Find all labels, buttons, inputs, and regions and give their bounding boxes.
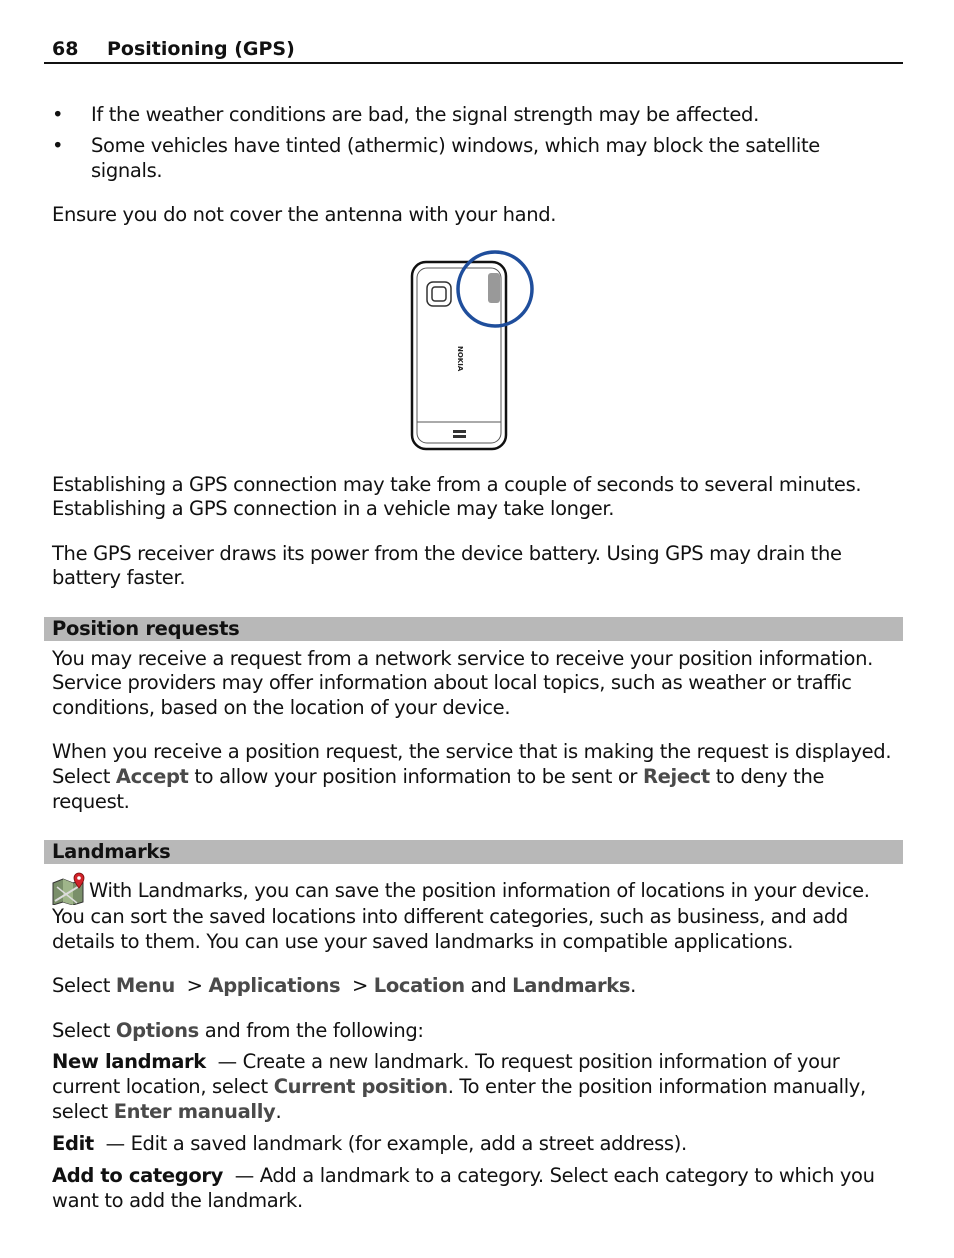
power-line-2: battery faster. <box>52 566 186 589</box>
accept-option: Accept <box>115 765 189 788</box>
applications-option: Applications <box>208 974 341 997</box>
establish-line-2: Establishing a GPS connection in a vehicle may take longer. <box>52 497 615 520</box>
new-landmark-line-2: current location, select Current position. To enter the position information manually, <box>52 1075 866 1098</box>
establish-line-1: Establishing a GPS connection may take from a couple of seconds to several minutes. <box>52 473 862 496</box>
new-landmark-term: New landmark <box>52 1050 206 1073</box>
options-option: Options <box>115 1019 199 1042</box>
bullet-vehicles: Some vehicles have tinted (athermic) windows, which may block the satellite <box>91 134 820 157</box>
reject-option: Reject <box>642 765 710 788</box>
landmarks-p1-line-3: details to them. You can use your saved landmarks in compatible applications. <box>52 930 794 953</box>
section-position-requests <box>44 617 903 641</box>
location-option: Location <box>373 974 465 997</box>
landmarks-icon <box>52 871 86 905</box>
bullet-weather: If the weather conditions are bad, the signal strength may be affected. <box>91 103 759 126</box>
position-p1-line-1: You may receive a request from a network service to receive your position information. <box>52 647 873 670</box>
bullet-marker: • <box>52 103 64 126</box>
position-p1-line-3: conditions, based on the location of your device. <box>52 696 511 719</box>
phone-brand-label: NOKIA <box>456 346 464 372</box>
new-landmark-line-3: select Enter manually. <box>52 1100 282 1123</box>
position-p1-line-2: Service providers may offer information about local topics, such as weather or traffic <box>52 671 852 694</box>
edit-term: Edit <box>52 1132 94 1155</box>
add-category-line-2: want to add the landmark. <box>52 1189 303 1212</box>
new-landmark-line-1: New landmark — Create a new landmark. To request position information of your <box>52 1050 840 1073</box>
page-number: 68 <box>52 38 79 60</box>
position-p2-line-1: When you receive a position request, the service that is making the request is displayed. <box>52 740 892 763</box>
landmarks-p1-line-1: With Landmarks, you can save the position information of locations in your device. <box>89 879 870 902</box>
page-header <box>44 36 903 64</box>
landmarks-p1-line-2: You can sort the saved locations into different categories, such as business, and add <box>52 905 848 928</box>
navigation-path: Select Menu > Applications > Location and Landmarks. <box>52 974 636 997</box>
edit-line: Edit — Edit a saved landmark (for example, add a street address). <box>52 1132 687 1155</box>
landmarks-option: Landmarks <box>512 974 631 997</box>
bullet-vehicles-cont: signals. <box>91 159 163 182</box>
add-to-category-term: Add to category <box>52 1164 224 1187</box>
enter-manually-option: Enter manually <box>113 1100 276 1123</box>
bullet-marker: • <box>52 134 64 157</box>
position-p2-line-2: Select Accept to allow your position information to be sent or Reject to deny the <box>52 765 825 788</box>
phone-back-illustration <box>404 246 544 456</box>
menu-option: Menu <box>115 974 175 997</box>
section-title: Position requests <box>52 617 240 640</box>
options-line: Select Options and from the following: <box>52 1019 424 1042</box>
section-title: Landmarks <box>52 840 171 863</box>
position-p2-line-3: request. <box>52 790 130 813</box>
antenna-note: Ensure you do not cover the antenna with your hand. <box>52 203 557 226</box>
power-line-1: The GPS receiver draws its power from the device battery. Using GPS may drain the <box>52 542 842 565</box>
add-category-line-1: Add to category — Add a landmark to a category. Select each category to which you <box>52 1164 875 1187</box>
section-landmarks <box>44 840 903 864</box>
chapter-title: Positioning (GPS) <box>107 38 295 60</box>
current-position-option: Current position <box>273 1075 448 1098</box>
